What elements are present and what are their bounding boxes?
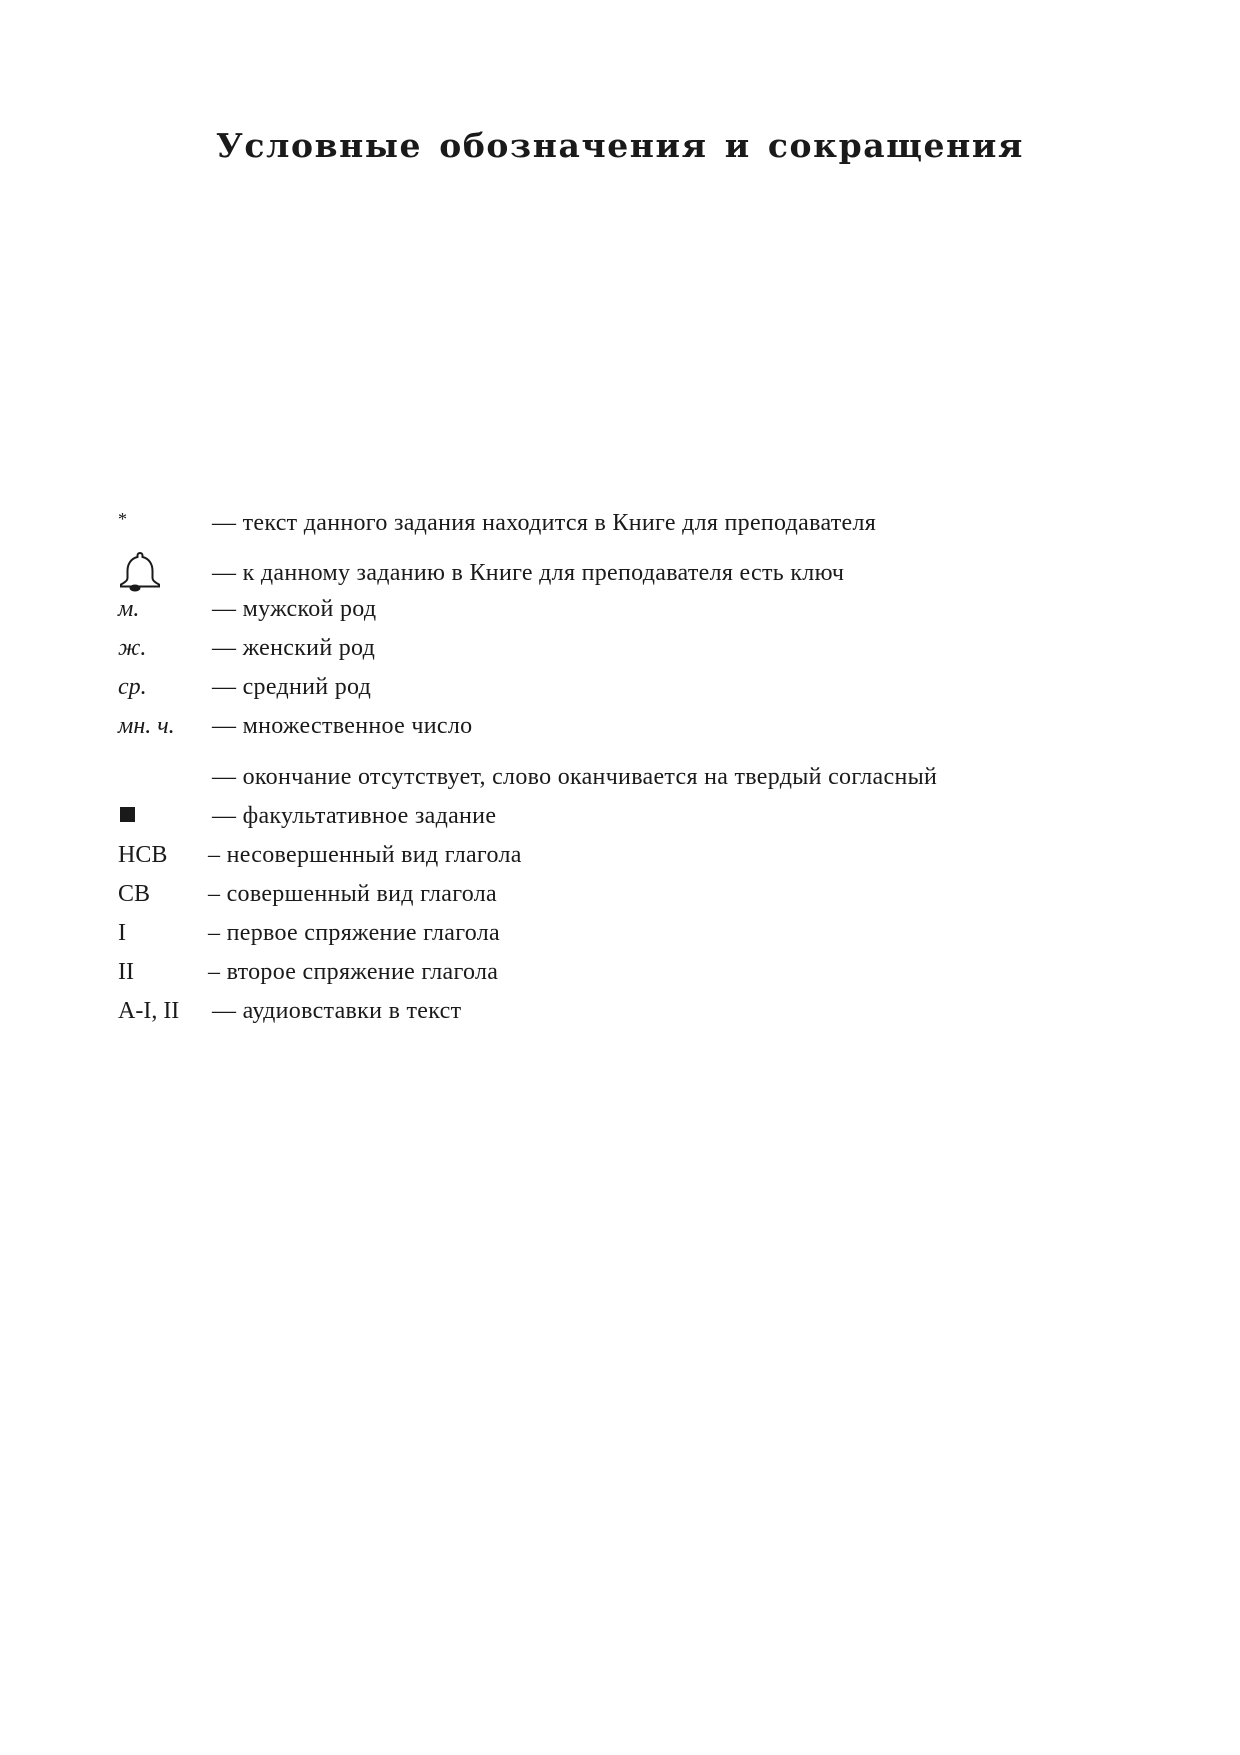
legend-row-neuter	[0, 670, 1240, 704]
legend-row-optional	[0, 799, 1240, 833]
legend-description: — к данному заданию в Книге для преподавателя есть ключ	[212, 560, 845, 586]
legend-row-plural	[0, 709, 1240, 743]
legend-description: — текст данного задания находится в Книге для преподавателя	[212, 510, 877, 536]
legend-row-feminine	[0, 631, 1240, 665]
abbr-audio-inserts: A-I, II	[118, 998, 180, 1024]
legend-row-second-conjugation	[0, 955, 1240, 989]
legend-description: — женский род	[212, 635, 376, 661]
abbr-first-conjugation: I	[118, 920, 126, 946]
bell-icon	[116, 550, 164, 594]
abbr-masculine: м.	[118, 596, 140, 622]
page-title: Условные обозначения и сокращения	[216, 126, 1024, 165]
legend-row-audio-inserts	[0, 994, 1240, 1028]
filled-square-icon	[120, 807, 135, 822]
legend-row-first-conjugation	[0, 916, 1240, 950]
legend-description: — окончание отсутствует, слово оканчивается на твердый согласный	[212, 764, 938, 790]
abbr-plural: мн. ч.	[118, 713, 175, 739]
abbr-imperfective: НСВ	[118, 842, 168, 868]
legend-description: — факультативное задание	[212, 803, 497, 829]
legend-description: — мужской род	[212, 596, 377, 622]
abbr-second-conjugation: II	[118, 959, 134, 985]
legend-row-bell	[0, 556, 1240, 590]
legend-row-asterisk	[0, 506, 1240, 540]
legend-description: – несовершенный вид глагола	[208, 842, 522, 868]
legend-description: – первое спряжение глагола	[208, 920, 501, 946]
legend-row-masculine	[0, 592, 1240, 626]
abbr-neuter: ср.	[118, 674, 147, 700]
abbr-feminine: ж.	[118, 635, 147, 661]
abbr-perfective: СВ	[118, 881, 151, 907]
legend-row-zero-ending	[0, 760, 1240, 794]
legend-description: — аудиовставки в текст	[212, 998, 462, 1024]
legend-description: – второе спряжение глагола	[208, 959, 499, 985]
legend-description: — средний род	[212, 674, 372, 700]
legend-description: – совершенный вид глагола	[208, 881, 497, 907]
legend-row-imperfective	[0, 838, 1240, 872]
legend-description: — множественное число	[212, 713, 473, 739]
asterisk-symbol: *	[118, 509, 127, 529]
legend-row-perfective	[0, 877, 1240, 911]
